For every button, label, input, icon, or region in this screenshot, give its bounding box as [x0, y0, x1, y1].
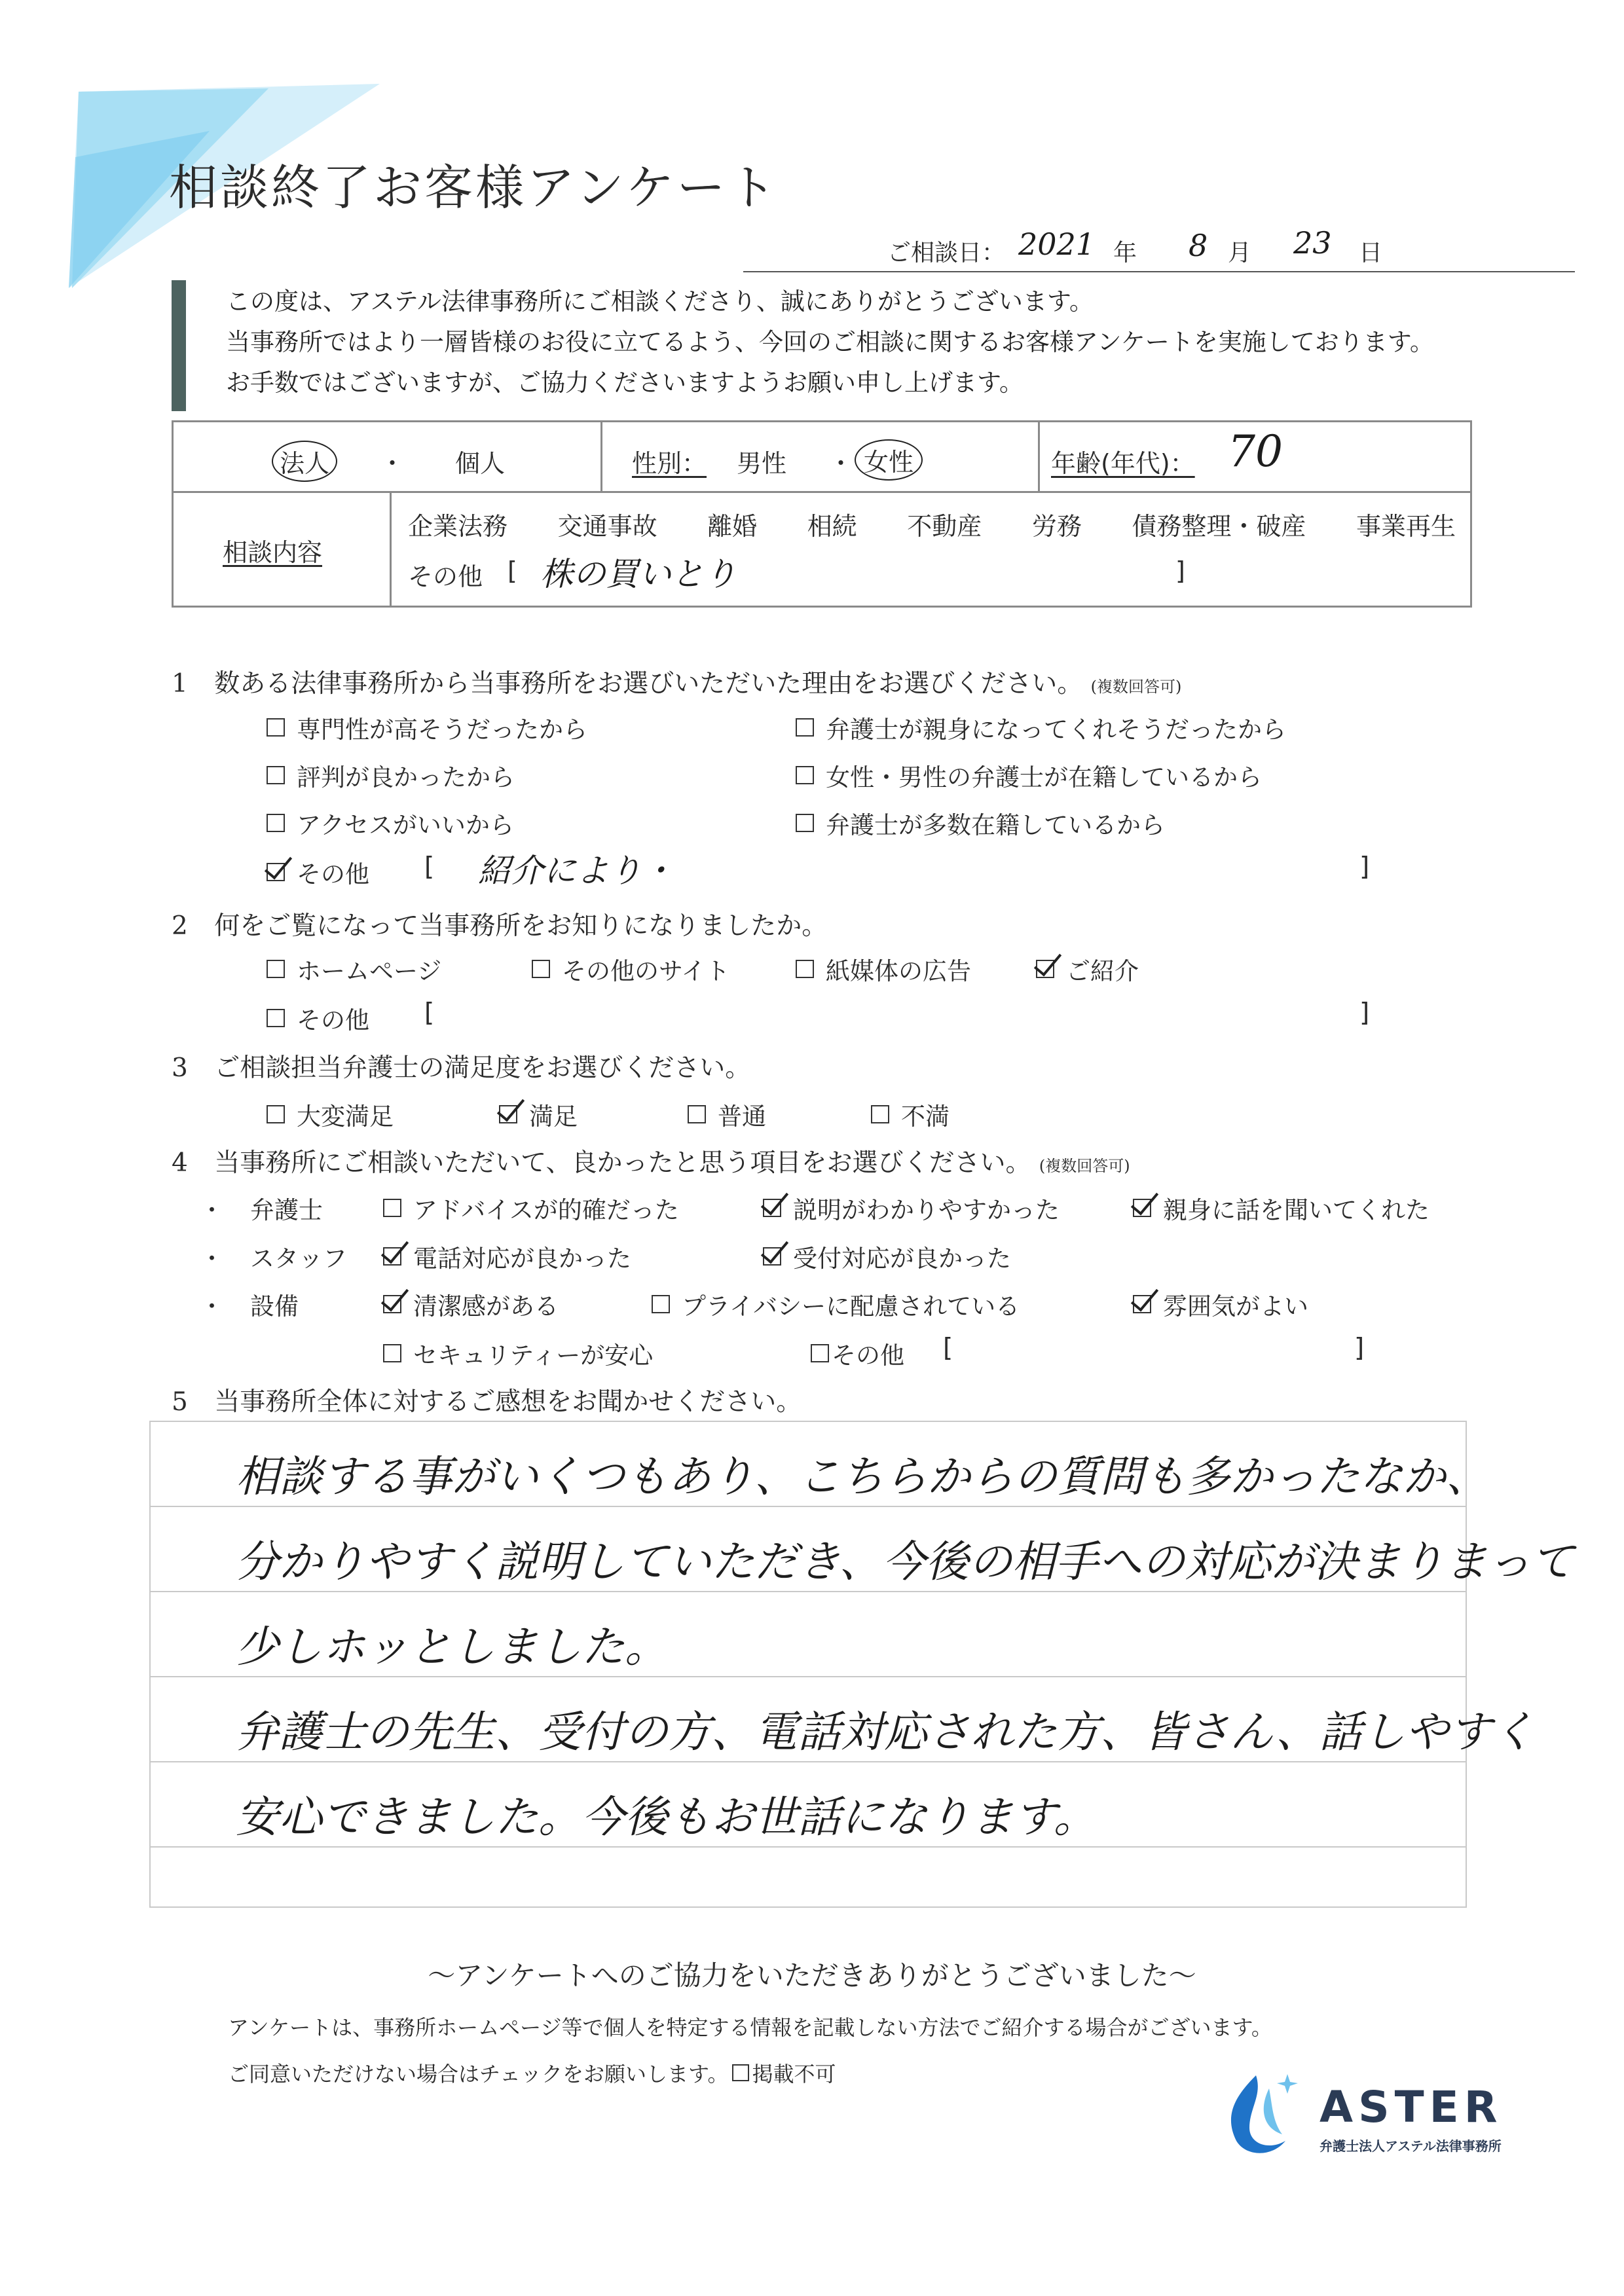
comment-box[interactable]: [149, 1421, 1574, 1908]
consult-date: [743, 225, 1575, 272]
q4-category-staff: スタッフ: [250, 1245, 347, 1273]
category-debt[interactable]: 債務整理・破産: [1132, 512, 1306, 541]
category-inheritance[interactable]: 相続: [807, 512, 857, 541]
category-other-label: その他: [408, 562, 483, 591]
category-list: [408, 506, 1456, 542]
option-label: その他: [297, 1006, 369, 1034]
option-label: その他: [832, 1341, 904, 1370]
checkbox[interactable]: [267, 1105, 285, 1123]
thanks-message: 〜アンケートへのご協力をいただきありがとうございました〜: [428, 1959, 1196, 1992]
checkbox[interactable]: [267, 718, 285, 737]
option-label: 満足: [529, 1102, 578, 1131]
q1-other-close: ]: [1359, 852, 1370, 882]
comment-line-3: 少しホッとしました。: [236, 1622, 668, 1672]
option-label: 電話対応が良かった: [413, 1245, 631, 1273]
category-divorce[interactable]: 離婚: [707, 512, 758, 541]
q1-option-3[interactable]: [267, 805, 514, 841]
checkbox[interactable]: [796, 960, 814, 978]
category-traffic[interactable]: 交通事故: [557, 512, 657, 541]
intro-line-2: 当事務所ではより一層皆様のお役に立てるよう、今回のご相談に関するお客様アンケートを実施しております。: [226, 328, 1434, 356]
q4-other[interactable]: [811, 1336, 904, 1371]
logo-subtitle: 弁護士法人アステル法律事務所: [1320, 2138, 1502, 2154]
option-label: その他: [297, 860, 369, 888]
q1-option-5[interactable]: [796, 757, 1262, 793]
q2-option-homepage[interactable]: [267, 951, 441, 987]
q4-atmosphere[interactable]: [1133, 1286, 1308, 1322]
female-option[interactable]: 女性: [855, 439, 923, 481]
intro-side-bar: [172, 280, 186, 411]
option-label: 専門性が高そうだったから: [297, 716, 587, 744]
category-other-open: [: [507, 556, 517, 585]
intro-text: [226, 282, 1434, 403]
option-label: アドバイスが的確だった: [413, 1196, 679, 1224]
q1-option-1[interactable]: [267, 710, 587, 745]
q4-explanation-clear[interactable]: [763, 1190, 1060, 1226]
checkbox[interactable]: [652, 1295, 670, 1313]
q3-option-normal[interactable]: [688, 1097, 766, 1132]
q2-text: 何をご覧になって当事務所をお知りになりましたか。: [214, 911, 828, 941]
checkbox[interactable]: [267, 766, 285, 784]
checkbox[interactable]: [871, 1105, 889, 1123]
consult-content-label: 相談内容: [223, 538, 323, 567]
q1-note: (複数回答可): [1090, 678, 1182, 696]
q4-text: 当事務所にご相談いただいて、良かったと思う項目をお選びください。: [214, 1148, 1031, 1178]
q1-text: 数ある法律事務所から当事務所をお選びいただいた理由をお選びください。: [214, 669, 1083, 699]
date-day: 23: [1293, 225, 1332, 261]
q3-text: ご相談担当弁護士の満足度をお選びください。: [214, 1053, 751, 1083]
option-label: ご紹介: [1066, 957, 1139, 985]
gender-label: 性別：: [632, 449, 707, 478]
profile-box: [172, 420, 1472, 608]
checkbox[interactable]: [688, 1105, 706, 1123]
age-label: 年齢(年代)：: [1051, 449, 1195, 478]
profile-row-divider: [174, 491, 1470, 493]
q1-option-other[interactable]: [267, 854, 369, 890]
q2-option-other[interactable]: [267, 1000, 369, 1036]
checkbox-checked[interactable]: [1036, 960, 1054, 978]
col-divider-2: [1038, 422, 1040, 491]
comment-rule-3: [151, 1676, 1466, 1677]
checkbox[interactable]: [796, 814, 814, 832]
checkbox[interactable]: [383, 1199, 401, 1217]
checkbox[interactable]: [796, 718, 814, 737]
comment-line-5: 安心できました。今後もお世話になります。: [236, 1792, 1097, 1842]
q4-bullet-2: ・: [200, 1245, 224, 1273]
checkbox-checked[interactable]: [1133, 1199, 1151, 1217]
aster-logo-icon: [1210, 2069, 1308, 2160]
page-title: 相談終了お客様アンケート: [169, 160, 779, 216]
checkbox-checked[interactable]: [383, 1295, 401, 1313]
q4-heading: [172, 1142, 1130, 1179]
option-label: アクセスがいいから: [297, 811, 514, 839]
option-label: 受付対応が良かった: [793, 1245, 1011, 1273]
category-corporate[interactable]: 企業法務: [408, 512, 508, 541]
q4-advice-accurate[interactable]: [383, 1190, 679, 1226]
q4-bullet-3: ・: [200, 1292, 224, 1321]
q5-number: 5: [172, 1387, 188, 1417]
no-publish-label: 掲載不可: [752, 2062, 836, 2086]
option-label: 弁護士が親身になってくれそうだったから: [826, 716, 1286, 744]
date-year: 2021: [1018, 227, 1096, 262]
checkbox[interactable]: [796, 766, 814, 784]
profile-dot-2: ・: [828, 449, 854, 478]
male-option[interactable]: 男性: [737, 449, 787, 478]
checkbox-checked[interactable]: [383, 1247, 401, 1266]
category-labor[interactable]: 労務: [1031, 512, 1082, 541]
col-divider-1: [600, 422, 602, 491]
no-publish-checkbox[interactable]: [732, 2064, 749, 2081]
comment-line-2: 分かりやすく説明していただき、今後の相手への対応が決まりまって: [236, 1537, 1574, 1587]
q4-listened-kindly[interactable]: [1133, 1190, 1430, 1226]
age-value[interactable]: 70: [1228, 426, 1283, 477]
q1-option-2[interactable]: [267, 757, 515, 793]
q4-other-close: ]: [1354, 1334, 1365, 1363]
category-other-close: ]: [1175, 556, 1185, 585]
q1-option-4[interactable]: [796, 710, 1286, 745]
q4-clean[interactable]: [383, 1286, 559, 1322]
q4-number: 4: [172, 1148, 188, 1178]
q5-heading: [172, 1381, 802, 1418]
category-revival[interactable]: 事業再生: [1356, 512, 1456, 541]
q3-number: 3: [172, 1053, 188, 1083]
q1-heading: [172, 663, 1181, 700]
option-label: 説明がわかりやすかった: [793, 1196, 1060, 1224]
category-other-value[interactable]: 株の買いとり: [540, 555, 737, 593]
q4-category-lawyer: 弁護士: [250, 1196, 323, 1224]
q3-heading: [172, 1048, 750, 1084]
footer-note-2: [228, 2058, 836, 2088]
comment-rule-4: [151, 1761, 1466, 1762]
q4-reception-good[interactable]: [763, 1239, 1011, 1274]
year-unit: 年: [1113, 240, 1137, 266]
option-label: 女性・男性の弁護士が在籍しているから: [826, 763, 1262, 792]
q3-option-satisfied[interactable]: [499, 1097, 578, 1132]
intro-line-1: この度は、アステル法律事務所にご相談くださり、誠にありがとうございます。: [226, 287, 1094, 316]
option-label: セキュリティーが安心: [413, 1341, 654, 1370]
option-label: ホームページ: [297, 957, 442, 985]
q4-other-open: [: [943, 1334, 953, 1363]
q2-option-referral[interactable]: [1036, 951, 1139, 987]
checkbox-checked[interactable]: [1133, 1295, 1151, 1313]
q4-bullet-1: ・: [200, 1196, 224, 1224]
checkbox[interactable]: [267, 814, 285, 832]
checkbox[interactable]: [383, 1344, 401, 1362]
q2-other-close: ]: [1359, 998, 1370, 1028]
option-label: 清潔感がある: [413, 1292, 559, 1321]
checkbox[interactable]: [811, 1344, 829, 1362]
month-unit: 月: [1228, 240, 1252, 266]
comment-rule-5: [151, 1846, 1466, 1848]
comment-line-4: 弁護士の先生、受付の方、電話対応された方、皆さん、話しやすく: [236, 1707, 1535, 1757]
q5-text: 当事務所全体に対するご感想をお聞かせください。: [214, 1387, 802, 1417]
checkbox-checked[interactable]: [267, 863, 285, 881]
checkbox-checked[interactable]: [763, 1247, 781, 1266]
option-label: 紙媒体の広告: [826, 957, 971, 985]
option-label: 普通: [718, 1102, 766, 1131]
checkbox[interactable]: [532, 960, 550, 978]
date-label: ご相談日：: [887, 240, 1006, 266]
q4-note: (複数回答可): [1039, 1157, 1130, 1175]
option-label: その他のサイト: [562, 957, 730, 985]
day-unit: 日: [1359, 240, 1383, 266]
q1-option-6[interactable]: [796, 805, 1165, 841]
date-month: 8: [1189, 228, 1208, 263]
option-label: 親身に話を聞いてくれた: [1163, 1196, 1430, 1224]
q2-number: 2: [172, 911, 188, 941]
q3-option-dissatisfied[interactable]: [871, 1097, 950, 1132]
q2-heading: [172, 905, 827, 942]
comment-rule-2: [151, 1591, 1466, 1592]
q1-other-value[interactable]: 紹介により・: [478, 852, 674, 890]
footer-note-1: アンケートは、事務所ホームページ等で個人を特定する情報を記載しない方法でご紹介する場合がございます。: [228, 2015, 1272, 2040]
q3-option-very-satisfied[interactable]: [267, 1097, 394, 1132]
q1-number: 1: [172, 669, 188, 699]
comment-line-1: 相談する事がいくつもあり、こちらからの質問も多かったなか、: [236, 1451, 1489, 1502]
checkbox[interactable]: [267, 1009, 285, 1027]
logo-name: ASTER: [1320, 2082, 1503, 2132]
checkbox[interactable]: [267, 960, 285, 978]
option-label: 大変満足: [297, 1102, 394, 1131]
checkbox-checked[interactable]: [499, 1105, 517, 1123]
q2-other-open: [: [424, 998, 435, 1028]
intro-line-3: お手数ではございますが、ご協力くださいますようお願い申し上げます。: [226, 369, 1024, 397]
q2-option-print-ad[interactable]: [796, 951, 971, 987]
q4-phone-good[interactable]: [383, 1239, 631, 1274]
col-divider-3: [390, 491, 392, 606]
q4-category-facility: 設備: [250, 1292, 299, 1321]
q2-option-other-site[interactable]: [532, 951, 729, 987]
option-label: 雰囲気がよい: [1163, 1292, 1308, 1321]
corp-option[interactable]: 法人: [272, 441, 337, 482]
category-real-estate[interactable]: 不動産: [907, 512, 982, 541]
individual-option[interactable]: 個人: [455, 449, 506, 478]
option-label: 評判が良かったから: [297, 763, 515, 792]
profile-dot-1: ・: [380, 449, 405, 478]
footer-note-2-text: ご同意いただけない場合はチェックをお願いします。: [228, 2062, 729, 2086]
q4-privacy[interactable]: [652, 1286, 1020, 1322]
option-label: 不満: [901, 1102, 950, 1131]
checkbox-checked[interactable]: [763, 1199, 781, 1217]
q4-security[interactable]: [383, 1336, 653, 1371]
option-label: プライバシーに配慮されている: [682, 1292, 1020, 1321]
q1-other-open: [: [424, 852, 435, 882]
comment-rule-1: [151, 1506, 1466, 1507]
option-label: 弁護士が多数在籍しているから: [826, 811, 1165, 839]
